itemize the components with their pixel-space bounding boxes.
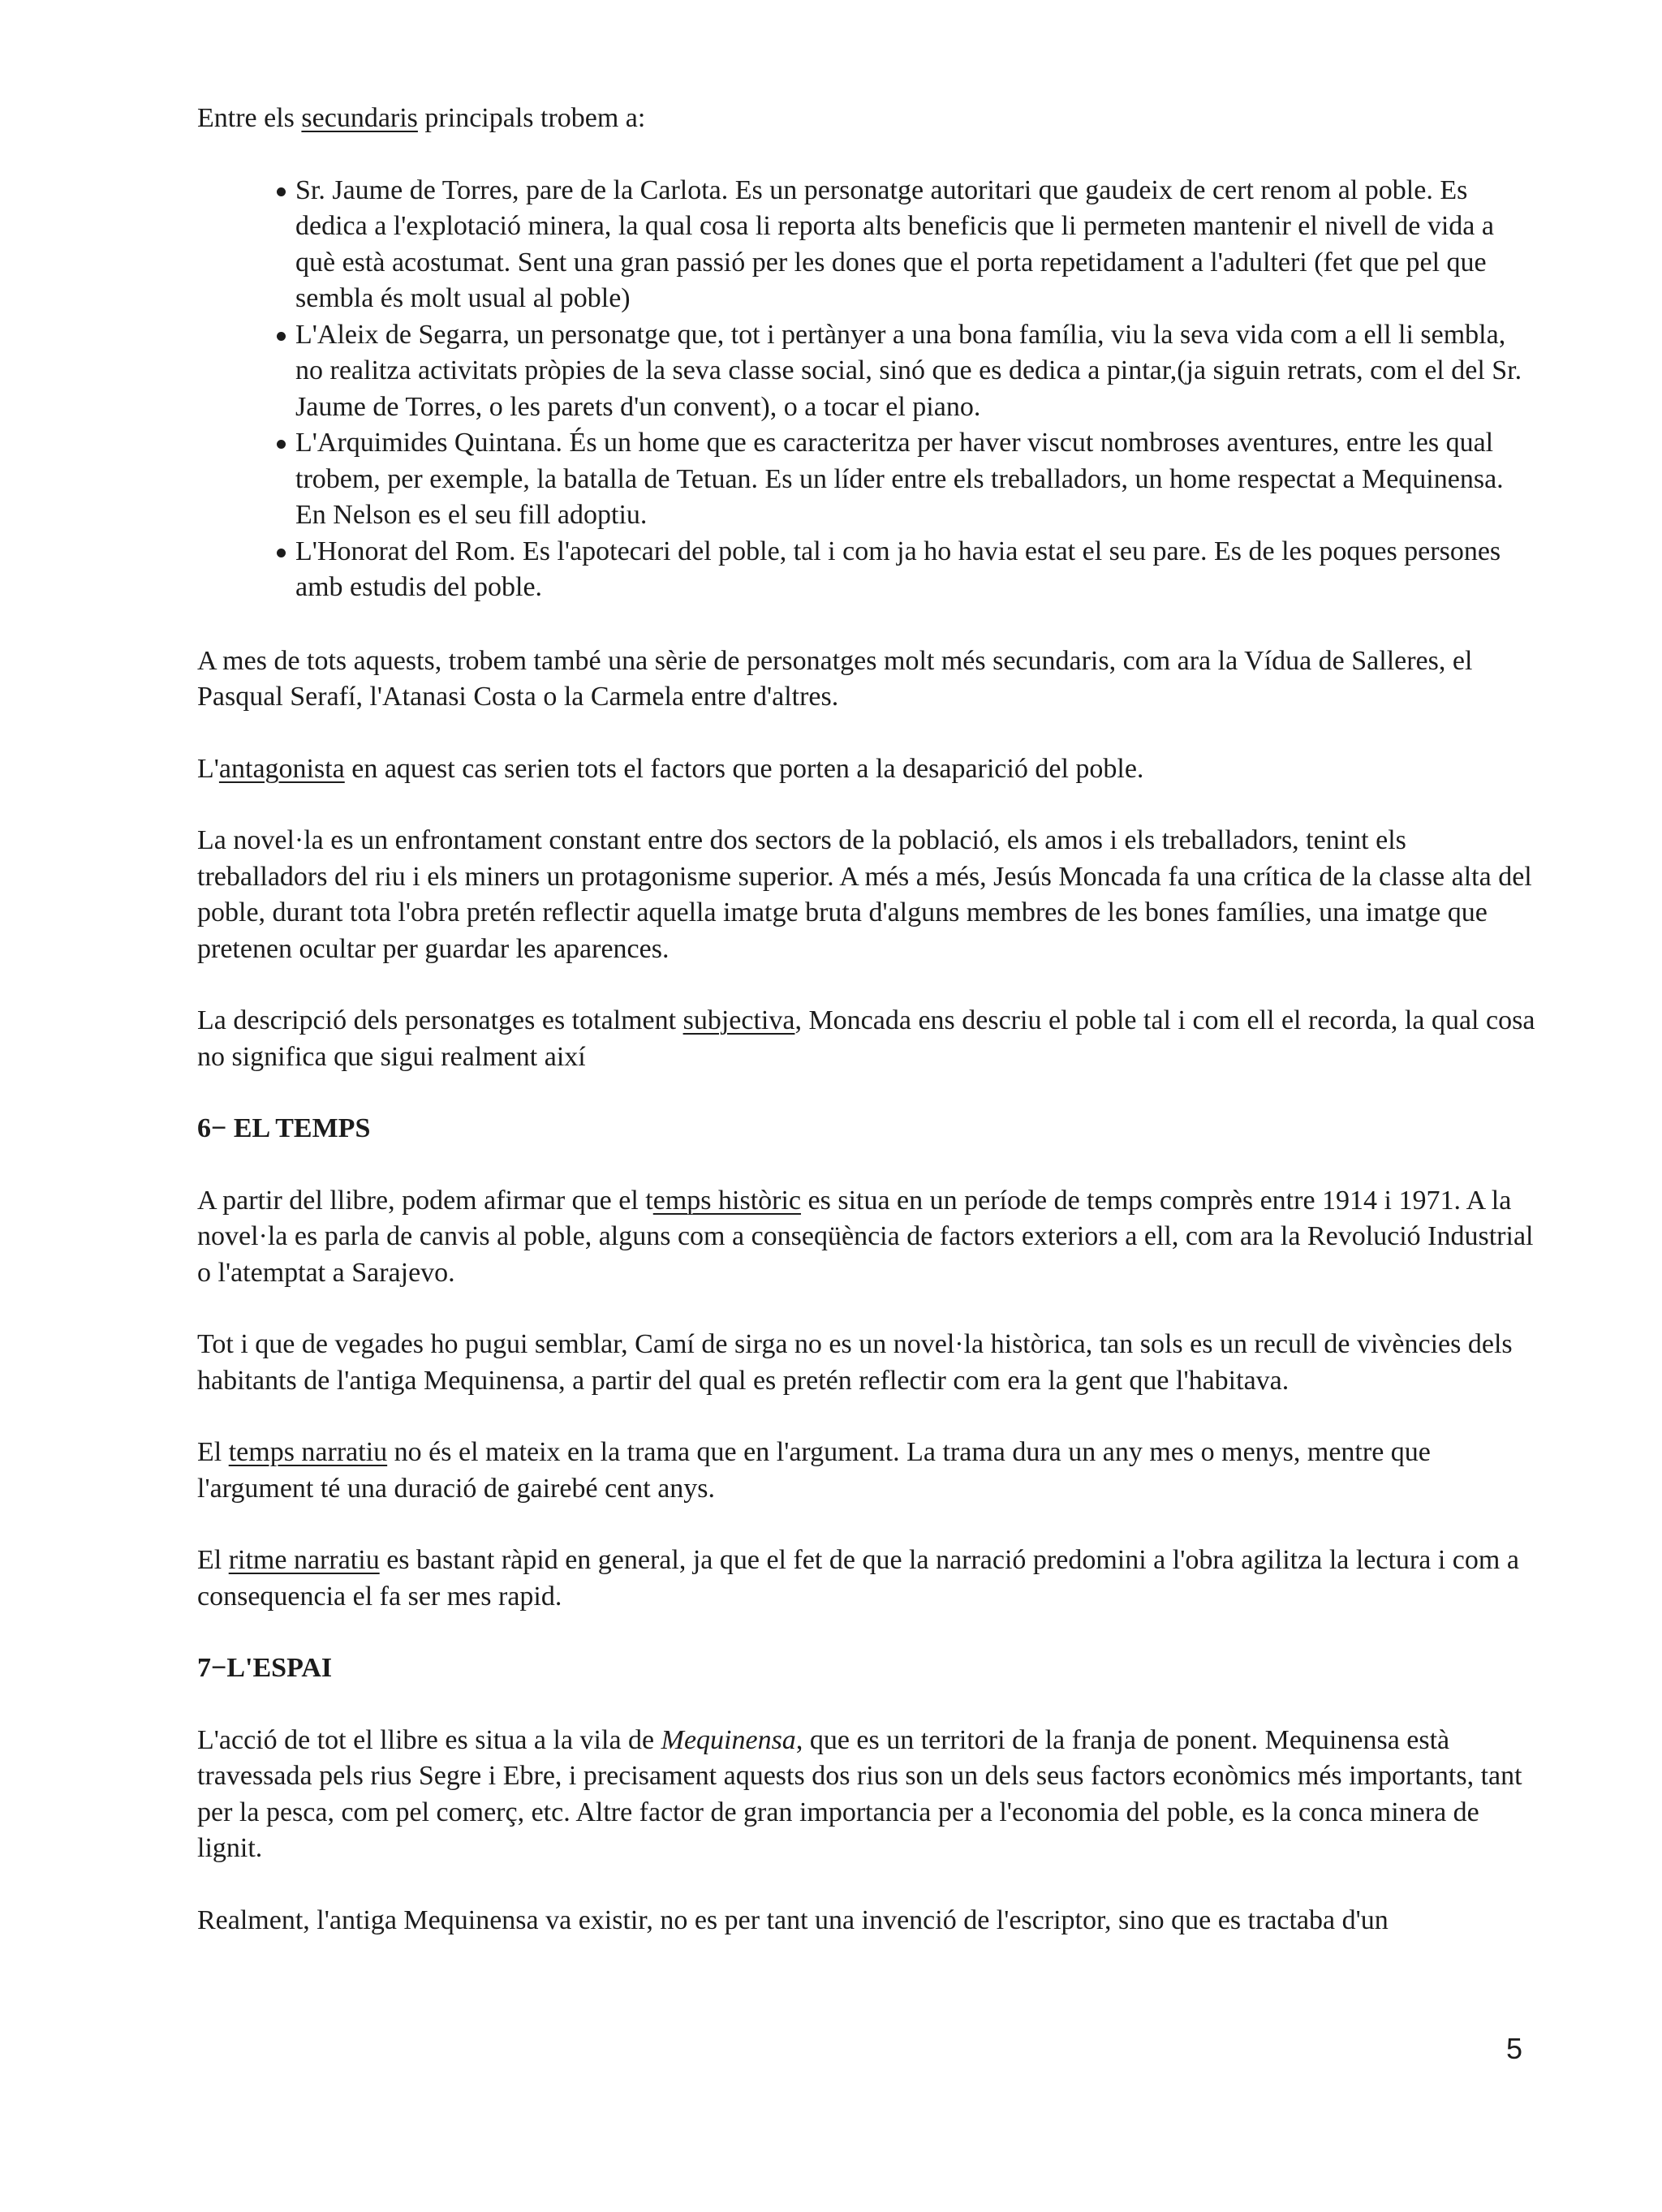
antagonist-text-before: L' [197, 753, 219, 784]
list-item: L'Arquimides Quintana. És un home que es caracteritza per haver viscut nombroses aventures, entre les qual trobem, per exemple, la batalla de Tetuan. Es un líder entre els treballadors, un home respectat a Mequinensa. En Nelson es el seu fill adoptiu. [295, 425, 1536, 534]
setting-text-before: L'acció de tot el llibre es situa a la vila de [197, 1724, 661, 1755]
other-characters-paragraph: A mes de tots aquests, trobem també una sèrie de personatges molt més secundaris, com ara la Vídua de Salleres, el Pasqual Serafí, l'Atanasi Costa o la Carmela entre d'altres. [197, 645, 1473, 712]
description-text-before: La descripció dels personatges es totalment [197, 1005, 683, 1035]
document-page [197, 101, 1536, 1974]
page-number: 5 [1506, 2032, 1523, 2065]
description-paragraph [197, 1003, 1536, 1075]
term-temps-narratiu: temps narratiu [228, 1437, 388, 1467]
conflict-paragraph: La novel·la es un enfrontament constant entre dos sectors de la població, els amos i els treballadors, tenint els treballadors del riu i els miners un protagonisme superior. A més a més, Jesús Moncada fa una crítica de la classe alta del poble, durant tota l'obra pretén reflectir aquella imatge bruta d'alguns membres de les bones famílies, una imatge que pretenen ocultar per guardar les aparences. [197, 825, 1532, 964]
term-subjectiva: subjectiva [682, 1005, 795, 1035]
description-text-after: , Moncada ens descriu el poble tal i com ell el recorda, la qual cosa no significa que sigui realment així [197, 1005, 1535, 1072]
list-item: L'Aleix de Segarra, un personatge que, tot i pertànyer a una bona família, viu la seva vida com a ell li sembla, no realitza activitats pròpies de la seva classe social, sinó que es dedica a pintar,(ja siguin retrats, com el del Sr. Jaume de Torres, o les parets d'un convent), o a tocar el piano. [295, 317, 1536, 426]
narrative-rhythm-paragraph [197, 1543, 1536, 1615]
section-heading-espai: 7−L'ESPAI [197, 1653, 333, 1683]
historic-time-text-before: A partir del llibre, podem afirmar que el t [197, 1185, 653, 1216]
narrative-time-paragraph [197, 1435, 1536, 1507]
term-secundaris: secundaris [301, 103, 418, 133]
narrative-rhythm-text-before: El [197, 1545, 229, 1575]
term-mequinensa: Mequinensa [661, 1724, 796, 1755]
term-temps-historic: emps històric [652, 1185, 802, 1216]
narrative-rhythm-text-after: es bastant ràpid en general, ja que el fet de que la narració predomini a l'obra agilitza la lectura i com a consequencia el fa ser mes rapid. [197, 1545, 1519, 1612]
intro-text-after: principals trobem a: [417, 103, 646, 133]
list-item: L'Honorat del Rom. Es l'apotecari del poble, tal i com ja ho havia estat el seu pare. Es de les poques persones amb estudis del poble. [295, 534, 1536, 606]
narrative-time-text-before: El [197, 1437, 229, 1467]
secondary-characters-list [197, 173, 1536, 606]
historic-time-text-after: es situa en un període de temps comprès entre 1914 i 1971. A la novel·la es parla de canvis al poble, alguns com a conseqüència de factors exteriors a ell, com ara la Revolució Industrial o l'atemptat a Sarajevo. [197, 1185, 1534, 1288]
intro-text-before: Entre els [197, 103, 302, 133]
term-ritme-narratiu: ritme narratiu [228, 1545, 380, 1575]
section-heading-temps: 6− EL TEMPS [197, 1113, 371, 1143]
not-historical-novel-paragraph: Tot i que de vegades ho pugui semblar, Camí de sirga no es un novel·la històrica, tan sols es un recull de vivències dels habitants de l'antiga Mequinensa, a partir del qual es pretén reflectir com era la gent que l'habitava. [197, 1329, 1513, 1396]
setting-paragraph [197, 1723, 1536, 1867]
setting-text-after: , que es un territori de la franja de ponent. Mequinensa està travessada pels rius Segre i Ebre, i precisament aquests dos rius son un dels seus factors econòmics més importants, tant per la pesca, com pel comerç, etc. Altre factor de gran importancia per a l'economia del poble, es la conca minera de lignit. [197, 1724, 1522, 1863]
antagonist-paragraph [197, 751, 1536, 788]
antagonist-text-after: en aquest cas serien tots el factors que porten a la desaparició del poble. [344, 753, 1144, 784]
intro-paragraph [197, 101, 1536, 137]
narrative-time-text-after: no és el mateix en la trama que en l'argument. La trama dura un any mes o menys, mentre que l'argument té una duració de gairebé cent anys. [197, 1437, 1431, 1504]
term-antagonista: antagonista [218, 753, 345, 784]
real-town-paragraph: Realment, l'antiga Mequinensa va existir, no es per tant una invenció de l'escriptor, sino que es tractaba d'un [197, 1904, 1389, 1935]
list-item: Sr. Jaume de Torres, pare de la Carlota. Es un personatge autoritari que gaudeix de cert renom al poble. Es dedica a l'explotació minera, la qual cosa li reporta alts beneficis que li permeten mantenir el nivell de vida a què està acostumat. Sent una gran passió per les dones que el porta repetidament a l'adulteri (fet que pel que sembla és molt usual al poble) [295, 173, 1536, 317]
historic-time-paragraph [197, 1183, 1536, 1292]
